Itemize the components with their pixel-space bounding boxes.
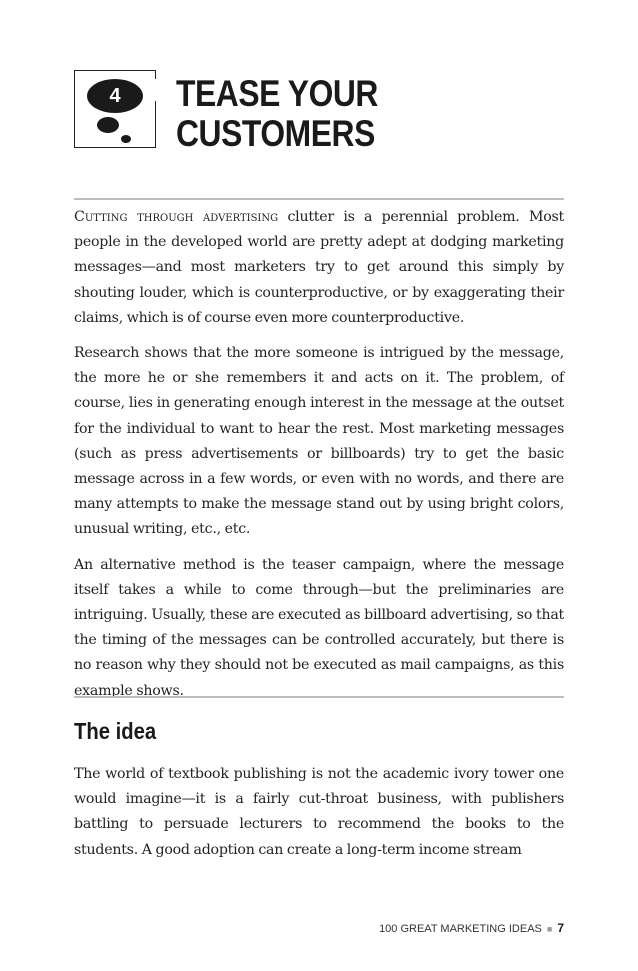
chapter-title xyxy=(176,74,378,154)
bottom-rule xyxy=(74,696,564,698)
badge-notch xyxy=(151,79,157,101)
page-footer xyxy=(379,921,564,935)
thought-dot-small xyxy=(121,135,131,143)
intro-paragraph-1 xyxy=(74,205,564,331)
top-rule xyxy=(74,198,564,200)
section-heading: The idea xyxy=(74,718,157,744)
intro-paragraph-1-text: clutter is a perennial problem. Most people in the developed world are pretty adept at dodging marketing messages—and most marketers try to get around this simply by shouting louder, which is counterproductive, or by exaggerating their claims, which is of course even more counterproductive. xyxy=(74,209,564,326)
chapter-title-line1: TEASE YOUR xyxy=(176,73,378,114)
chapter-title-line2: CUSTOMERS xyxy=(176,113,375,154)
section-text xyxy=(74,762,564,873)
intro-lead-smallcaps: Cutting through advertising xyxy=(74,209,279,225)
chapter-badge xyxy=(74,70,156,148)
intro-paragraph-3: An alternative method is the teaser campaign, where the message itself takes a while to come through—but the preliminaries are intriguing. Usually, these are executed as billboard advertising, so that the timing of the messages can be controlled accurately, but there is no reason why they should not be executed as mail campaigns, as this example shows. xyxy=(74,556,564,699)
page-number: 7 xyxy=(557,921,564,935)
footer-book-title: 100 GREAT MARKETING IDEAS xyxy=(379,923,542,935)
thought-bubble-icon xyxy=(87,79,143,113)
section-paragraph-1: The world of textbook publishing is not the academic ivory tower one would imagine—it is a fairly cut-throat business, with publishers battling to persuade lecturers to recommend the books to the students. A good adoption can create a long-term income stream xyxy=(74,766,564,858)
intro-text xyxy=(74,205,564,714)
thought-dot-large xyxy=(97,117,119,133)
footer-separator-icon: ■ xyxy=(546,924,553,934)
intro-paragraph-2: Research shows that the more someone is intrigued by the message, the more he or she remembers it and acts on it. The problem, of course, lies in generating enough interest in the message at the outset for the individual to want to hear the rest. Most marketing messages (such as press advertisements or billboards) try to get the basic message across in a few words, or even with no words, and there are many attempts to make the message stand out by using bright colors, unusual writing, etc., etc. xyxy=(74,345,564,538)
chapter-number: 4 xyxy=(109,85,121,107)
